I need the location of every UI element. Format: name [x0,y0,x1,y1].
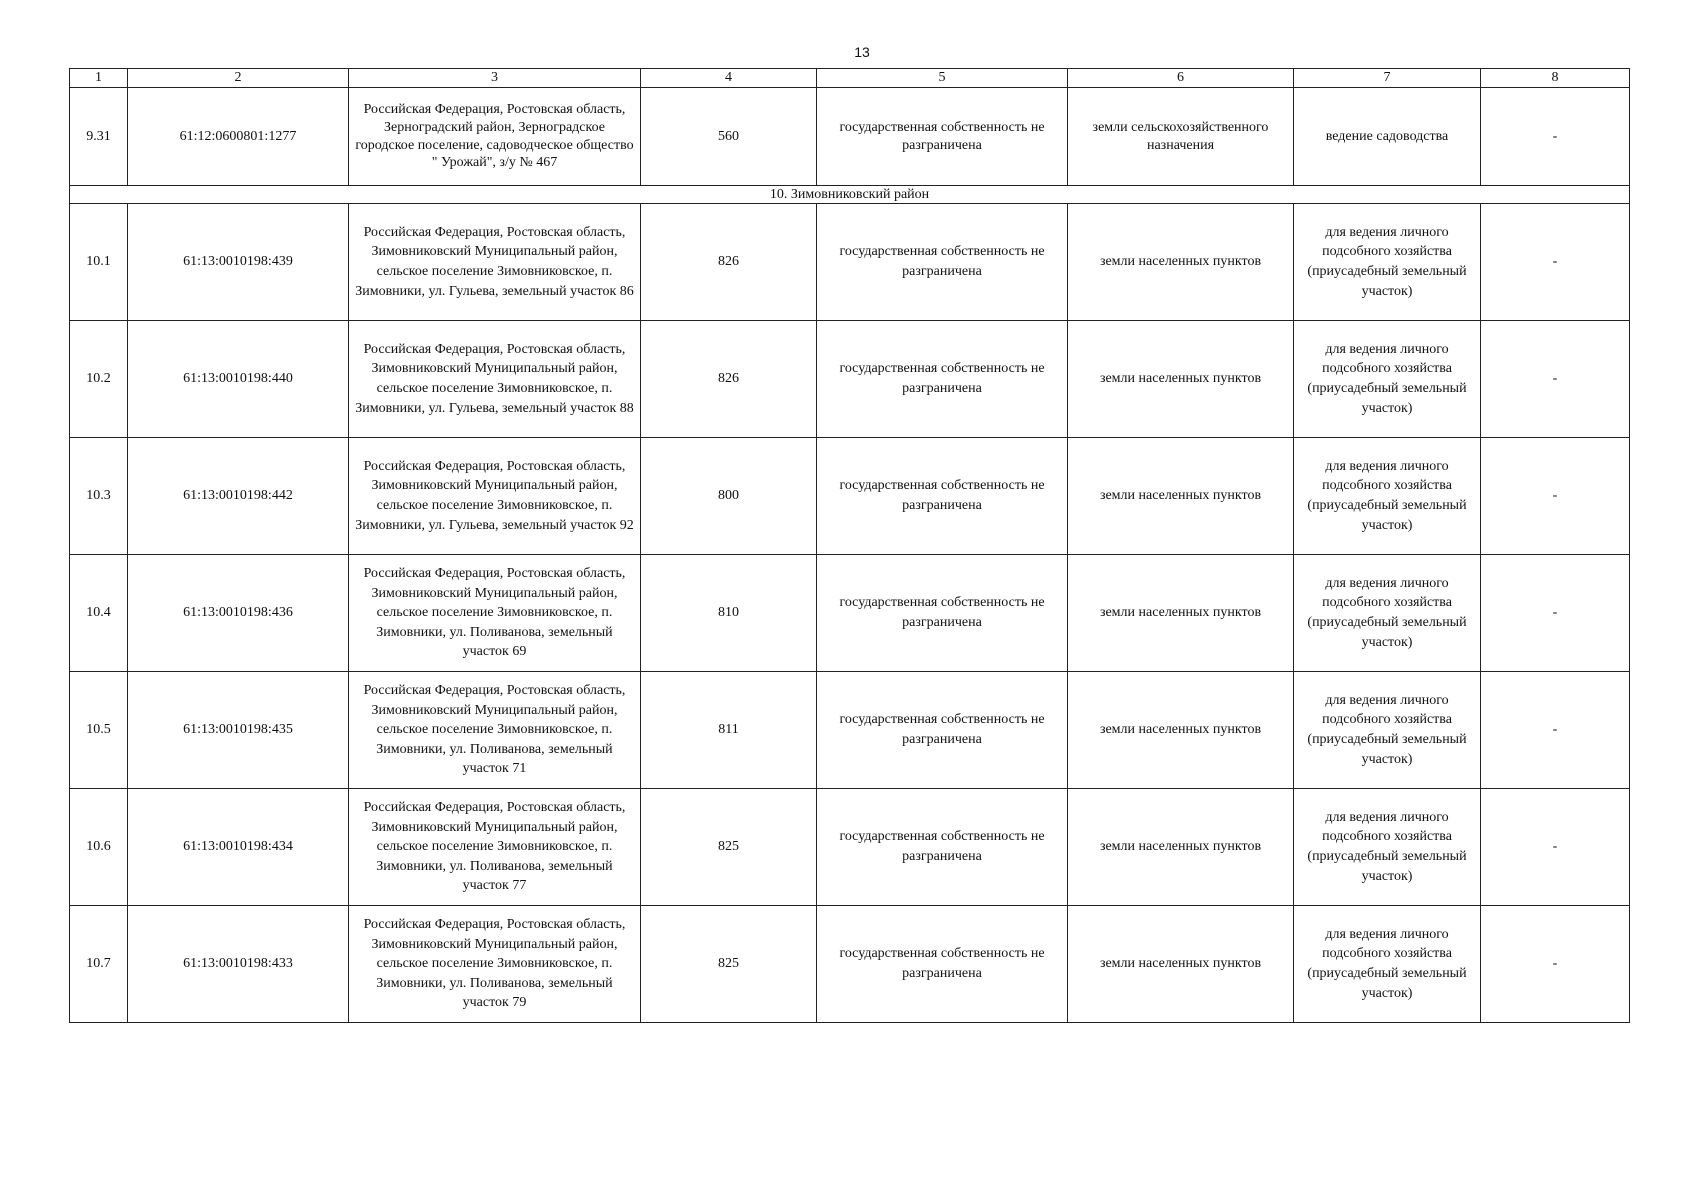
row-number: 10.4 [70,555,128,672]
area: 826 [641,204,817,321]
address: Российская Федерация, Ростовская область, Зимовниковский Муниципальный район, сельское поселение Зимовниковское, п. Зимовники, ул. Поливанова, земельный участок 77 [349,789,641,906]
table-row [70,438,1630,555]
cadastral-number: 61:13:0010198:436 [128,555,349,672]
section-title: 10. Зимовниковский район [70,186,1630,204]
permitted-use: для ведения личного подсобного хозяйства (приусадебный земельный участок) [1294,321,1481,438]
address: Российская Федерация, Ростовская область, Зимовниковский Муниципальный район, сельское поселение Зимовниковское, п. Зимовники, ул. Гульева, земельный участок 88 [349,321,641,438]
area: 810 [641,555,817,672]
land-category: земли населенных пунктов [1068,204,1294,321]
cadastral-number: 61:13:0010198:439 [128,204,349,321]
ownership: государственная собственность не разграничена [817,555,1068,672]
address: Российская Федерация, Ростовская область, Зимовниковский Муниципальный район, сельское поселение Зимовниковское, п. Зимовники, ул. Поливанова, земельный участок 79 [349,906,641,1023]
row-number: 10.2 [70,321,128,438]
note: - [1481,672,1630,789]
row-number: 10.7 [70,906,128,1023]
table-row [70,906,1630,1023]
address: Российская Федерация, Ростовская область, Зимовниковский Муниципальный район, сельское поселение Зимовниковское, п. Зимовники, ул. Гульева, земельный участок 86 [349,204,641,321]
column-number: 6 [1068,69,1294,88]
ownership: государственная собственность не разграничена [817,438,1068,555]
column-number: 5 [817,69,1068,88]
permitted-use: для ведения личного подсобного хозяйства (приусадебный земельный участок) [1294,789,1481,906]
column-number: 3 [349,69,641,88]
page-number: 13 [854,44,870,60]
permitted-use: для ведения личного подсобного хозяйства (приусадебный земельный участок) [1294,204,1481,321]
note: - [1481,321,1630,438]
permitted-use: для ведения личного подсобного хозяйства (приусадебный земельный участок) [1294,672,1481,789]
land-category: земли населенных пунктов [1068,672,1294,789]
area: 825 [641,906,817,1023]
table-row [70,672,1630,789]
permitted-use: для ведения личного подсобного хозяйства (приусадебный земельный участок) [1294,906,1481,1023]
row-number: 10.1 [70,204,128,321]
column-number: 1 [70,69,128,88]
address: Российская Федерация, Ростовская область, Зерноградский район, Зерноградское городское поселение, садоводческое общество " Урожай", з/у № 467 [349,88,641,186]
land-category: земли населенных пунктов [1068,438,1294,555]
address: Российская Федерация, Ростовская область, Зимовниковский Муниципальный район, сельское поселение Зимовниковское, п. Зимовники, ул. Гульева, земельный участок 92 [349,438,641,555]
land-plots-table [69,68,1630,1023]
cadastral-number: 61:12:0600801:1277 [128,88,349,186]
permitted-use: ведение садоводства [1294,88,1481,186]
column-number: 7 [1294,69,1481,88]
ownership: государственная собственность не разграничена [817,88,1068,186]
column-number: 4 [641,69,817,88]
table-row [70,204,1630,321]
land-category: земли населенных пунктов [1068,555,1294,672]
note: - [1481,789,1630,906]
cadastral-number: 61:13:0010198:434 [128,789,349,906]
land-category: земли населенных пунктов [1068,906,1294,1023]
address: Российская Федерация, Ростовская область, Зимовниковский Муниципальный район, сельское поселение Зимовниковское, п. Зимовники, ул. Поливанова, земельный участок 71 [349,672,641,789]
ownership: государственная собственность не разграничена [817,906,1068,1023]
table-row [70,555,1630,672]
area: 825 [641,789,817,906]
area: 826 [641,321,817,438]
row-number: 9.31 [70,88,128,186]
ownership: государственная собственность не разграничена [817,789,1068,906]
table-row [70,321,1630,438]
permitted-use: для ведения личного подсобного хозяйства (приусадебный земельный участок) [1294,555,1481,672]
row-number: 10.6 [70,789,128,906]
note: - [1481,204,1630,321]
cadastral-number: 61:13:0010198:442 [128,438,349,555]
section-row [70,186,1630,204]
column-number: 8 [1481,69,1630,88]
ownership: государственная собственность не разграничена [817,672,1068,789]
cadastral-number: 61:13:0010198:440 [128,321,349,438]
land-category: земли населенных пунктов [1068,321,1294,438]
ownership: государственная собственность не разграничена [817,204,1068,321]
row-number: 10.3 [70,438,128,555]
address: Российская Федерация, Ростовская область, Зимовниковский Муниципальный район, сельское поселение Зимовниковское, п. Зимовники, ул. Поливанова, земельный участок 69 [349,555,641,672]
cadastral-number: 61:13:0010198:433 [128,906,349,1023]
row-number: 10.5 [70,672,128,789]
land-category: земли сельскохозяйственного назначения [1068,88,1294,186]
area: 811 [641,672,817,789]
permitted-use: для ведения личного подсобного хозяйства (приусадебный земельный участок) [1294,438,1481,555]
note: - [1481,555,1630,672]
land-category: земли населенных пунктов [1068,789,1294,906]
ownership: государственная собственность не разграничена [817,321,1068,438]
table-row [70,789,1630,906]
column-number: 2 [128,69,349,88]
note: - [1481,906,1630,1023]
area: 560 [641,88,817,186]
table-row [70,88,1630,186]
cadastral-number: 61:13:0010198:435 [128,672,349,789]
note: - [1481,438,1630,555]
note: - [1481,88,1630,186]
area: 800 [641,438,817,555]
column-number-row [70,69,1630,88]
